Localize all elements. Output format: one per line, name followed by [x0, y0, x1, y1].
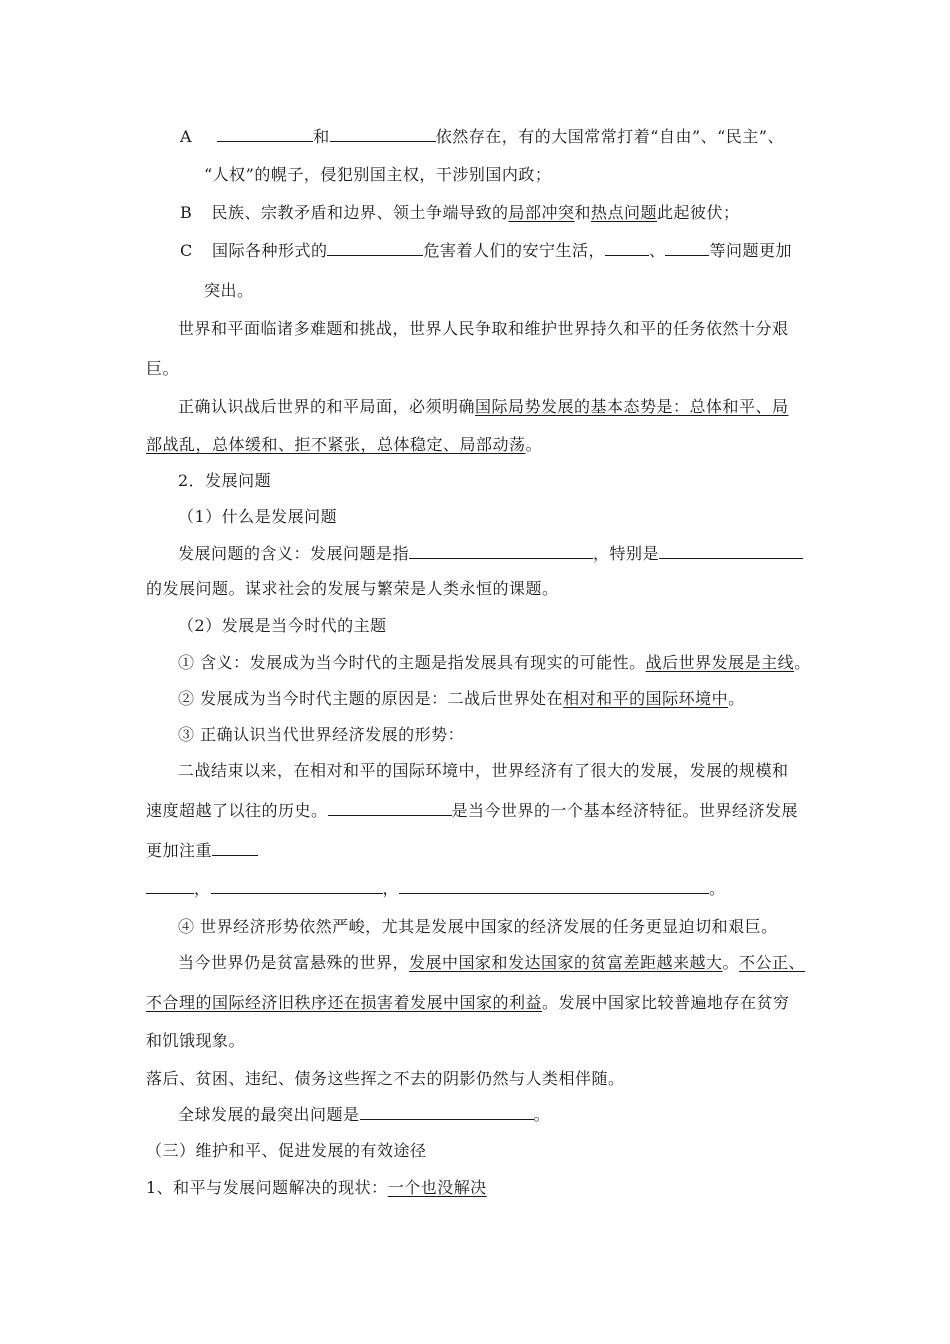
definition-line1 — [178, 543, 803, 565]
underlined-term: 国际局势发展的基本态势是：总体和平、局 — [475, 397, 789, 416]
fill-blank[interactable] — [399, 878, 709, 894]
item-label: A — [180, 127, 193, 146]
fill-blank[interactable] — [211, 878, 383, 894]
fill-blank[interactable] — [659, 543, 803, 559]
subheading-development-theme: （2）发展是当今时代的主题 — [178, 616, 387, 635]
section-heading-development: 2．发展问题 — [178, 471, 272, 490]
text-segment: 。 — [722, 953, 740, 972]
item-a-line1 — [180, 126, 784, 148]
text-segment: 。发展中国家比较普遍地存在贫穷 — [542, 993, 790, 1012]
text-segment: 1、和平与发展问题解决的现状： — [146, 1178, 388, 1197]
item-b — [180, 202, 740, 224]
point-reason — [178, 688, 745, 710]
text-segment: ， — [382, 879, 400, 898]
item-a-line2: “人权”的幌子，侵犯别国主权，干涉别国内政； — [204, 165, 552, 184]
text-segment: 依然存在，有的大国常常打着“自由”、“民主”、 — [435, 127, 784, 146]
underlined-term: 不合理的国际经济旧秩序还在损害着发展中国家的利益 — [146, 993, 543, 1012]
text-segment: 当今世界仍是贫富悬殊的世界， — [178, 953, 410, 972]
text-segment: ，特别是 — [593, 544, 660, 563]
text-segment: 和 — [313, 127, 330, 146]
fill-blank[interactable] — [665, 240, 709, 256]
point-meaning — [178, 652, 811, 674]
fill-blank[interactable] — [360, 1104, 534, 1120]
fill-blank[interactable] — [328, 800, 452, 816]
item-label: C — [180, 241, 193, 260]
text-segment: 国际各种形式的 — [211, 241, 328, 260]
shadows-line: 落后、贫困、违纪、债务这些挥之不去的阴影仍然与人类相伴随。 — [146, 1069, 625, 1088]
point-economy-situation: ③ 正确认识当代世界经济发展的形势： — [178, 725, 465, 744]
underlined-term: 相对和平的国际环境中 — [563, 689, 729, 708]
rich-poor-line1 — [178, 952, 805, 974]
text-segment: 。 — [525, 435, 543, 454]
fill-blank[interactable] — [409, 543, 593, 559]
economy-paragraph-line4 — [146, 878, 726, 900]
text-segment: 、 — [648, 241, 666, 260]
text-segment: 是当今世界的一个基本经济特征。世界经济发展 — [451, 801, 799, 820]
text-segment: ② 发展成为当今时代主题的原因是：二战后世界处在 — [178, 689, 564, 708]
text-segment: 和 — [574, 203, 591, 222]
text-segment: 等问题更加 — [709, 241, 792, 260]
point-economy-severe: ④ 世界经济形势依然严峻，尤其是发展中国家的经济发展的任务更显迫切和艰巨。 — [178, 917, 778, 936]
underlined-term: 局部冲突 — [508, 203, 575, 222]
fill-blank[interactable] — [327, 240, 423, 256]
text-segment: 发展问题的含义：发展问题是指 — [178, 544, 410, 563]
fill-blank[interactable] — [146, 878, 194, 894]
text-segment: 全球发展的最突出问题是 — [178, 1105, 360, 1124]
paragraph-peace-challenges: 世界和平面临诸多难题和挑战，世界人民争取和维护世界持久和平的任务依然十分艰 — [178, 319, 789, 338]
text-segment: 此起彼伏； — [657, 203, 740, 222]
text-segment: 危害着人们的安宁生活， — [423, 241, 605, 260]
text-segment: 民族、宗教矛盾和边界、领土争端导致的 — [211, 203, 509, 222]
text-segment: 速度超越了以往的历史。 — [146, 801, 328, 820]
underlined-term: 战后世界发展是主线 — [645, 653, 795, 672]
text-segment: 。 — [794, 653, 811, 672]
text-segment: ， — [194, 879, 211, 898]
underlined-term: 热点问题 — [591, 203, 658, 222]
underlined-term: 一个也没解决 — [387, 1178, 487, 1197]
rich-poor-line2 — [146, 992, 790, 1014]
definition-line2: 的发展问题。谋求社会的发展与繁荣是人类永恒的课题。 — [146, 579, 559, 598]
item-c-line1 — [180, 240, 792, 262]
economy-paragraph-line1: 二战结束以来，在相对和平的国际环境中，世界经济有了很大的发展，发展的规模和 — [178, 761, 789, 780]
text-segment: 。 — [533, 1105, 551, 1124]
item-c-line2: 突出。 — [204, 281, 254, 300]
fill-blank[interactable] — [217, 126, 313, 142]
text-segment: 。 — [709, 879, 726, 898]
section-heading-paths: （三）维护和平、促进发展的有效途径 — [146, 1141, 427, 1160]
item-label: B — [180, 203, 193, 222]
global-issue-line — [178, 1104, 550, 1126]
fill-blank[interactable] — [605, 240, 649, 256]
rich-poor-line3: 和饥饿现象。 — [146, 1031, 246, 1050]
text-segment: 。 — [728, 689, 745, 708]
paragraph-peace-challenges-cont: 巨。 — [146, 359, 180, 378]
economy-paragraph-line3 — [146, 840, 258, 862]
fill-blank[interactable] — [212, 840, 258, 856]
underlined-term: 不公正、 — [739, 953, 806, 972]
text-segment: 正确认识战后世界的和平局面，必须明确 — [178, 397, 476, 416]
underlined-term: 发展中国家和发达国家的贫富差距越来越大 — [409, 953, 723, 972]
text-segment: ① 含义：发展成为当今时代的主题是指发展具有现实的可能性。 — [178, 653, 646, 672]
text-segment: 更加注重 — [146, 841, 213, 860]
subheading-what-is-development: （1）什么是发展问题 — [178, 507, 338, 526]
underlined-term: 部战乱，总体缓和、拒不紧张，总体稳定、局部动荡 — [146, 435, 526, 454]
paragraph-situation-cont — [146, 434, 542, 456]
fill-blank[interactable] — [330, 126, 436, 142]
paragraph-situation — [178, 396, 789, 418]
economy-paragraph-line2 — [146, 800, 798, 822]
status-line — [146, 1177, 487, 1199]
